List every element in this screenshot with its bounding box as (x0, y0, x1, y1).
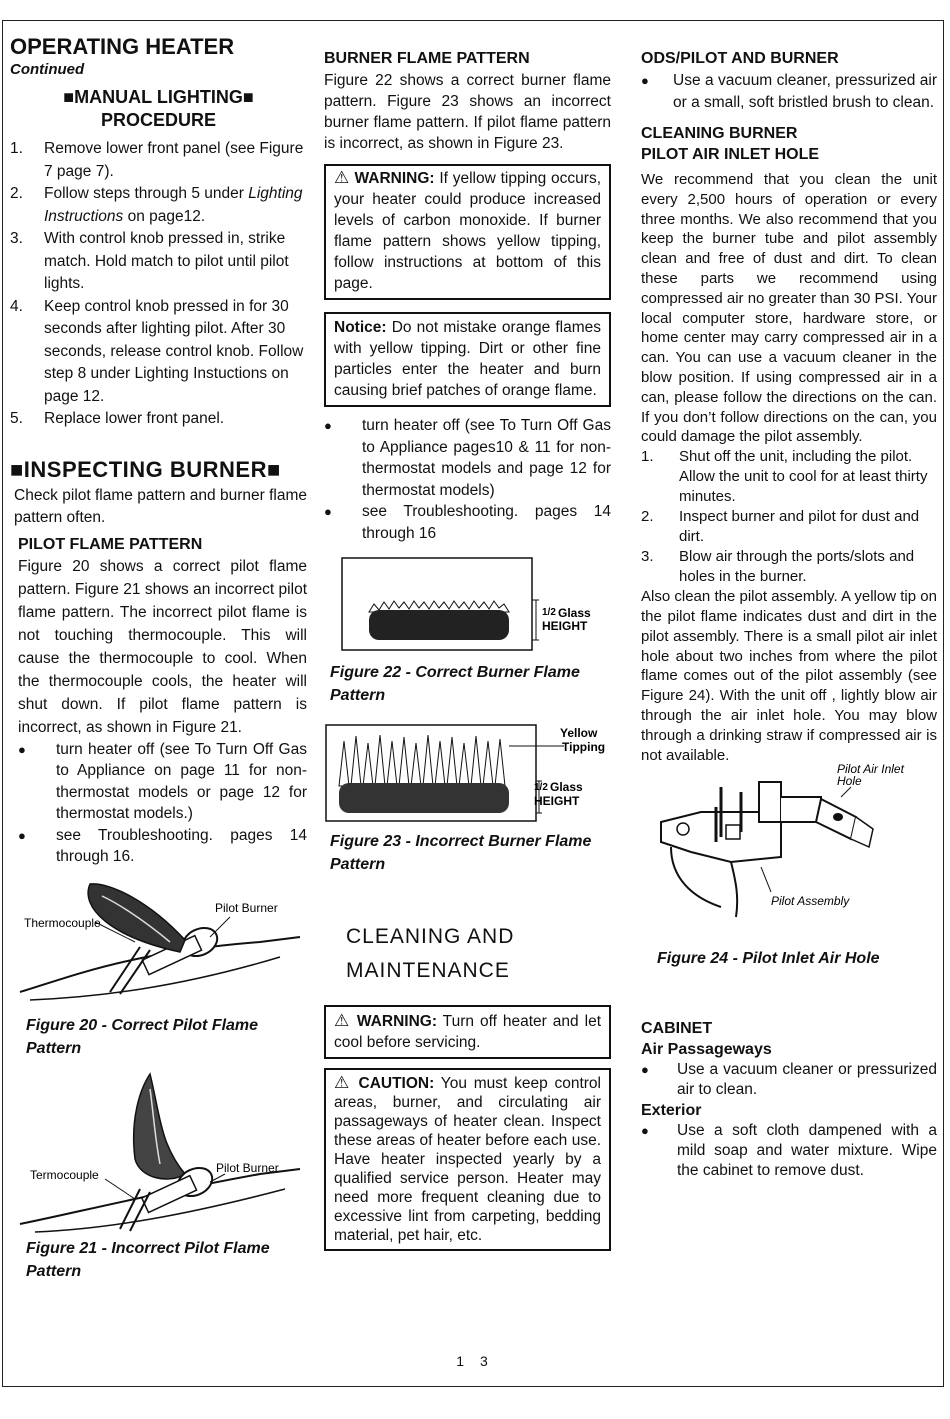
column-right (641, 48, 937, 1181)
figure-23-incorrect-burner (324, 721, 611, 826)
list-item: 1. Shut off the unit, including the pilot. Allow the unit to cool for at least thirty minutes. (641, 448, 928, 506)
pilot-burner-label: Pilot Burner (215, 900, 278, 915)
column-left (10, 34, 307, 1283)
air-passageways-heading: Air Passageways (641, 1041, 772, 1059)
manual-lighting-heading-2: PROCEDURE (100, 110, 216, 130)
list-item: 2. Follow steps through 5 under Lighting Instructions on page12. (10, 185, 303, 225)
cleaning-steps-list (641, 447, 937, 587)
thermocouple-label: Thermocouple (24, 915, 101, 930)
manual-lighting-heading: ■MANUAL LIGHTING■ (63, 87, 254, 107)
list-item: ● Use a vacuum cleaner, pressurized air or a small, soft bristled brush to clean. (641, 72, 937, 111)
list-item: 3. With control knob pressed in, strike match. Hold match to pilot until pilot lights. (10, 230, 289, 292)
list-item: ● see Troubleshooting. pages 14 through 16. (18, 826, 307, 865)
figure-22-caption: Figure 22 - Correct Burner Flame Pattern (330, 664, 580, 704)
assembly-label: Pilot Assembly (771, 894, 850, 909)
list-item: ● turn heater off (see To Turn Off Gas to Appliance on page 11 for non-thermostat models or page 12 for thermostat models.) (18, 740, 307, 822)
figure-20-caption: Figure 20 - Correct Pilot Flame Pattern (26, 1016, 259, 1057)
warning-triangle-icon: ⚠ (334, 1073, 352, 1092)
list-item: ● see Troubleshooting. pages 14 through 16 (324, 503, 611, 542)
warning-triangle-icon: ⚠ (334, 1011, 351, 1030)
figure-24-pilot-assembly (641, 762, 937, 937)
height-label-2: HEIGHT (534, 794, 580, 808)
burner-flame-heading: BURNER FLAME PATTERN (324, 50, 530, 67)
list-item: 2. Inspect burner and pilot for dust and dirt. (641, 508, 920, 546)
inlet-label-1: Pilot Air Inlet (837, 762, 904, 777)
list-item: 5. Replace lower front panel. (10, 410, 225, 427)
warning-box-yellow-tipping: ⚠ WARNING: If yellow tipping occurs, your heater could produce increased levels of carbon monoxide. If burner flame pattern shows yellow tipping, follow instructions at bottom of this page. (324, 164, 611, 300)
figure-24-caption: Figure 24 - Pilot Inlet Air Hole (657, 950, 880, 968)
pilot-flame-text: Figure 20 shows a correct pilot flame pattern. Figure 21 shows an incorrect pilot flame pattern. The incorrect pilot flame is not touching thermocouple. This will cause the thermocouple to cool. When the thermocouple cools, the heater will shut down. If pilot flame pattern is incorrect, as shown in Figure 21. (18, 557, 307, 736)
pilot-burner-label-2: Pilot Burner (216, 1160, 279, 1175)
bullet-icon: ● (324, 504, 332, 519)
cleaning-heading: CLEANING AND (346, 925, 515, 948)
page-number: 1 3 (456, 1353, 494, 1369)
bullet-icon: ● (641, 1062, 649, 1078)
bullet-icon: ● (18, 827, 26, 843)
maintenance-heading: MAINTENANCE (346, 959, 510, 982)
bullet-icon: ● (641, 73, 649, 88)
warning-box-cool: ⚠ WARNING: Turn off heater and let cool before servicing. (324, 1005, 611, 1059)
tipping-label: Tipping (562, 740, 606, 754)
operating-heater-title: OPERATING HEATER (10, 34, 235, 59)
cleaning-burner-heading: CLEANING BURNER (641, 125, 798, 142)
bullet-icon: ● (324, 418, 332, 433)
yellow-label: Yellow (560, 726, 598, 740)
caution-box: ⚠ CAUTION: You must keep control areas, burner, and circulating air passageways of heater clean. Inspect these areas of heater before each use. Have heater inspected yearly by a qualified service person. Heater may need more frequent cleaning due to excessive lint from carpeting, bedding material, pet hair, etc. (324, 1068, 611, 1251)
also-clean-text: Also clean the pilot assembly. A yellow tip on the pilot flame indicates dust and dirt in the pilot assembly. There is a small pilot air inlet hole about two inches from where the pilot flame comes out of the pilot assembly (see Figure 24). With the unit off , lightly blow air through the air inlet hole. You may blow through a drinking straw if compressed air is not available. (641, 588, 937, 764)
figure-22-correct-burner (324, 552, 611, 657)
height-label: HEIGHT (542, 619, 588, 633)
column-middle (324, 48, 611, 1251)
burner-flame-text: Figure 22 shows a correct burner flame pattern. Figure 23 shows an incorrect burner flame pattern. If pilot flame pattern is incorrect, as shown in Figure 23. (324, 72, 611, 152)
continued-label: Continued (10, 61, 85, 78)
notice-box: Notice: Do not mistake orange flames with yellow tipping. Dirt or other fine particles enter the heater and burn causing brief patches of orange flame. (324, 312, 611, 407)
half-fraction: 1/2 (542, 607, 556, 618)
inspecting-text: Check pilot flame pattern and burner flame pattern often. (14, 486, 307, 526)
ods-heading: ODS/PILOT AND BURNER (641, 50, 839, 67)
figure-21-caption: Figure 21 - Incorrect Pilot Flame Pattern (26, 1239, 270, 1280)
termocouple-label: Termocouple (30, 1167, 99, 1182)
cabinet-heading: CABINET (641, 1020, 713, 1038)
figure-23-caption: Figure 23 - Incorrect Burner Flame Pattern (330, 833, 592, 873)
exterior-bullets (641, 1121, 937, 1181)
list-item: 1. Remove lower front panel (see Figure 7 page 7). (10, 140, 304, 180)
list-item: ● Use a vacuum cleaner or pressurized air to clean. (641, 1061, 937, 1099)
pilot-air-inlet-heading: PILOT AIR INLET HOLE (641, 146, 820, 163)
inlet-label-2: Hole (837, 774, 862, 789)
warning-triangle-icon: ⚠ (334, 168, 350, 187)
pilot-flame-heading: PILOT FLAME PATTERN (18, 535, 203, 553)
figure-20-correct-pilot (10, 882, 307, 1012)
manual-steps-list (10, 138, 307, 431)
pilot-bullets (18, 739, 307, 868)
list-item: 3. Blow air through the ports/slots and holes in the burner. (641, 548, 915, 586)
list-item: ● Use a soft cloth dampened with a mild soap and water mixture. Wipe the cabinet to remove dust. (641, 1122, 937, 1180)
burner-bullets (324, 415, 611, 544)
list-item: 4. Keep control knob pressed in for 30 seconds after lighting pilot. After 30 seconds, release control knob. Follow step 8 under Lighting Instuctions on page 12. (10, 297, 304, 405)
glass-label: Glass (558, 606, 591, 620)
air-bullets (641, 1060, 937, 1100)
bullet-icon: ● (18, 741, 26, 757)
glass-label-2: Glass (550, 780, 583, 794)
list-item: ● turn heater off (see To Turn Off Gas to Appliance pages10 & 11 for non-thermostat models and page 12 for thermostat models) (324, 417, 611, 499)
inspecting-burner-heading: ■INSPECTING BURNER■ (10, 456, 281, 482)
cleaning-text: We recommend that you clean the unit every 2,500 hours of operation or every three months. We also recommend that you keep the burner tube and pilot assembly clean and free of dust and dirt. To clean these parts we recommend using compressed air no greater than 30 PSI. Your local computer store, hardware store, or home center may carry compressed air in a can. You can use a vacuum cleaner in the blow position. If using compressed air in a can, please follow the directions on the can. If you don’t follow directions on the can, you could damage the pilot assembly. (641, 171, 938, 446)
ods-bullets (641, 70, 937, 113)
bullet-icon: ● (641, 1123, 649, 1139)
half-fraction-2: 1/2 (534, 782, 548, 793)
exterior-heading: Exterior (641, 1102, 702, 1120)
figure-21-incorrect-pilot (10, 1064, 307, 1239)
